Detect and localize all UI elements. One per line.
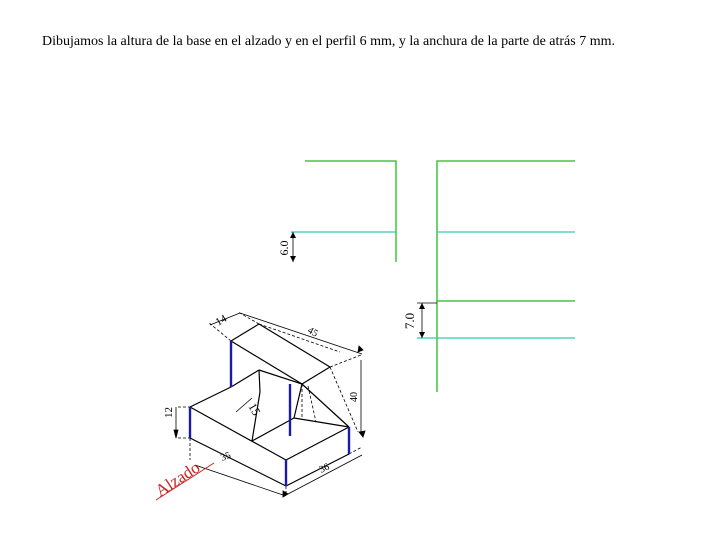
front-view-outline xyxy=(305,161,396,262)
dim-45: 45 xyxy=(305,325,320,340)
dim-15: 15 xyxy=(245,400,264,418)
isometric-piece xyxy=(178,312,362,494)
front-view-height-label: 6.0 xyxy=(277,240,291,256)
isometric-dimensions xyxy=(174,313,365,497)
front-view xyxy=(277,161,396,262)
base-front-right-edge xyxy=(286,427,349,460)
base-top-left-edge xyxy=(190,387,231,407)
base-front-left-edge xyxy=(190,407,286,460)
rib-edge xyxy=(231,370,259,387)
dim-36: 36 xyxy=(317,461,332,476)
base-bottom-left-edge xyxy=(190,438,286,486)
front-view-height-dimension xyxy=(277,232,296,262)
side-view-width-label: 7.0 xyxy=(402,312,417,330)
dim-35: 35 xyxy=(219,450,233,464)
base-bottom-right-edge xyxy=(286,427,349,486)
side-view-outline xyxy=(437,161,575,392)
dim-12: 12 xyxy=(163,407,175,418)
side-view xyxy=(402,161,575,392)
dim-40: 40 xyxy=(349,392,360,402)
instruction-caption: Dibujamos la altura de la base en el alzado y en el perfil 6 mm, y la anchura de la parte de atrás 7 mm. xyxy=(42,34,615,49)
side-view-width-dimension xyxy=(402,303,437,338)
dim-14: 14 xyxy=(213,312,230,329)
view-label-alzado: Alzado xyxy=(151,457,204,501)
dimension-labels xyxy=(163,312,360,475)
